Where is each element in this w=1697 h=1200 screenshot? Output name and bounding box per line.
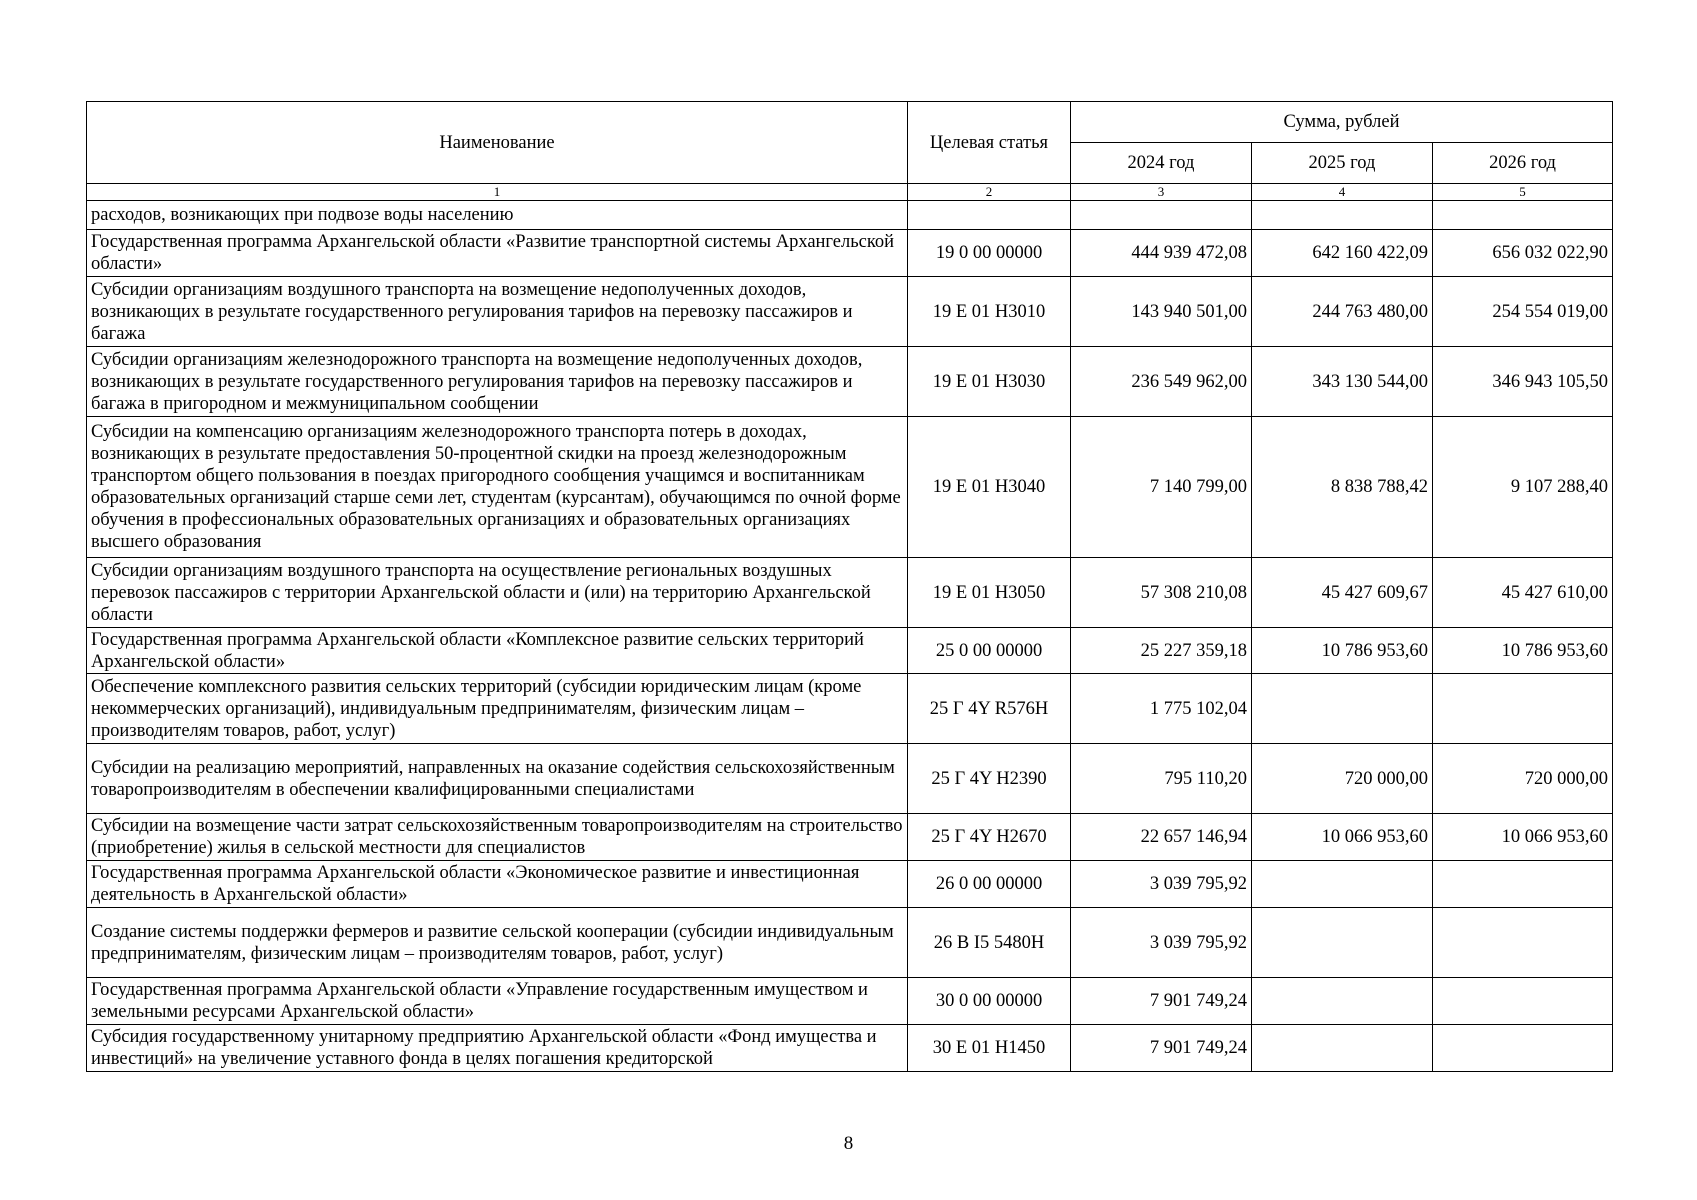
row-code: 25 Г 4Y R576Н <box>908 674 1071 744</box>
row-amount-2026 <box>1433 861 1613 908</box>
row-amount-2024: 22 657 146,94 <box>1071 814 1252 861</box>
row-name: Государственная программа Архангельской области «Комплексное развитие сельских территорий Архангельской области» <box>87 628 908 674</box>
row-amount-2026: 656 032 022,90 <box>1433 230 1613 277</box>
row-name: Субсидии организациям воздушного транспорта на возмещение недополученных доходов, возникающих в результате государственного регулирования тарифов на перевозку пассажиров и багажа <box>87 277 908 347</box>
row-name: Субсидии организациям железнодорожного транспорта на возмещение недополученных доходов, возникающих в результате государственного регулирования тарифов на перевозку пассажиров и багажа в пригородном и межмуниципальном сообщении <box>87 347 908 417</box>
row-amount-2024: 57 308 210,08 <box>1071 558 1252 628</box>
column-number-row <box>87 184 1613 201</box>
row-name: Обеспечение комплексного развития сельских территорий (субсидии юридическим лицам (кроме некоммерческих организаций), индивидуальным предпринимателям, физическим лицам – производителям товаров, работ, услуг) <box>87 674 908 744</box>
row-amount-2026 <box>1433 908 1613 978</box>
row-name: Субсидии организациям воздушного транспорта на осуществление региональных воздушных перевозок пассажиров с территории Архангельской области и (или) на территорию Архангельской области <box>87 558 908 628</box>
row-amount-2024: 25 227 359,18 <box>1071 628 1252 674</box>
table-row <box>87 908 1613 978</box>
table-row <box>87 674 1613 744</box>
row-name: Субсидия государственному унитарному предприятию Архангельской области «Фонд имущества и инвестиций» на увеличение уставного фонда в целях погашения кредиторской <box>87 1025 908 1072</box>
row-name: расходов, возникающих при подвозе воды населению <box>87 201 908 230</box>
table-row <box>87 978 1613 1025</box>
row-amount-2026: 254 554 019,00 <box>1433 277 1613 347</box>
page-number: 8 <box>843 1133 854 1154</box>
column-number: 1 <box>87 184 908 201</box>
row-amount-2024: 795 110,20 <box>1071 744 1252 814</box>
table-header <box>87 102 1613 201</box>
budget-table <box>86 101 1613 1072</box>
row-name: Субсидии на возмещение части затрат сельскохозяйственным товаропроизводителям на строительство (приобретение) жилья в сельской местности для специалистов <box>87 814 908 861</box>
table-row <box>87 417 1613 558</box>
row-amount-2025: 45 427 609,67 <box>1252 558 1433 628</box>
row-code: 19 Е 01 Н3010 <box>908 277 1071 347</box>
table-body <box>87 201 1613 1072</box>
table-row <box>87 558 1613 628</box>
row-amount-2024: 444 939 472,08 <box>1071 230 1252 277</box>
row-code: 30 0 00 00000 <box>908 978 1071 1025</box>
row-amount-2024: 1 775 102,04 <box>1071 674 1252 744</box>
row-amount-2024: 3 039 795,92 <box>1071 908 1252 978</box>
row-amount-2024: 7 901 749,24 <box>1071 1025 1252 1072</box>
row-amount-2026 <box>1433 1025 1613 1072</box>
row-amount-2026 <box>1433 674 1613 744</box>
row-amount-2026 <box>1433 978 1613 1025</box>
row-amount-2025: 343 130 544,00 <box>1252 347 1433 417</box>
row-code: 25 Г 4Y Н2390 <box>908 744 1071 814</box>
row-amount-2026: 346 943 105,50 <box>1433 347 1613 417</box>
table-row <box>87 347 1613 417</box>
row-code: 26 В I5 5480Н <box>908 908 1071 978</box>
row-name: Государственная программа Архангельской области «Экономическое развитие и инвестиционная деятельность в Архангельской области» <box>87 861 908 908</box>
row-amount-2025 <box>1252 978 1433 1025</box>
row-amount-2024 <box>1071 201 1252 230</box>
row-amount-2025 <box>1252 861 1433 908</box>
table-row <box>87 277 1613 347</box>
row-code: 19 Е 01 Н3040 <box>908 417 1071 558</box>
row-code: 19 Е 01 Н3030 <box>908 347 1071 417</box>
row-amount-2026: 45 427 610,00 <box>1433 558 1613 628</box>
row-amount-2025: 244 763 480,00 <box>1252 277 1433 347</box>
row-amount-2026: 9 107 288,40 <box>1433 417 1613 558</box>
table-row <box>87 230 1613 277</box>
column-number: 4 <box>1252 184 1433 201</box>
row-code: 19 0 00 00000 <box>908 230 1071 277</box>
table-row <box>87 1025 1613 1072</box>
table-row <box>87 201 1613 230</box>
row-amount-2024: 7 140 799,00 <box>1071 417 1252 558</box>
row-amount-2025: 720 000,00 <box>1252 744 1433 814</box>
row-amount-2026: 720 000,00 <box>1433 744 1613 814</box>
row-name: Субсидии на реализацию мероприятий, направленных на оказание содействия сельскохозяйственным товаропроизводителям в обеспечении квалифицированными специалистами <box>87 744 908 814</box>
row-name: Государственная программа Архангельской области «Развитие транспортной системы Архангельской области» <box>87 230 908 277</box>
row-amount-2025 <box>1252 908 1433 978</box>
row-amount-2025 <box>1252 1025 1433 1072</box>
table-row <box>87 814 1613 861</box>
column-number: 5 <box>1433 184 1613 201</box>
row-amount-2025: 8 838 788,42 <box>1252 417 1433 558</box>
header-year-2026: 2026 год <box>1433 143 1613 184</box>
table-row <box>87 744 1613 814</box>
row-name: Создание системы поддержки фермеров и развитие сельской кооперации (субсидии индивидуальным предпринимателям, физическим лицам – производителям товаров, работ, услуг) <box>87 908 908 978</box>
row-amount-2024: 236 549 962,00 <box>1071 347 1252 417</box>
row-code: 25 0 00 00000 <box>908 628 1071 674</box>
row-name: Государственная программа Архангельской области «Управление государственным имуществом и земельными ресурсами Архангельской области» <box>87 978 908 1025</box>
row-name: Субсидии на компенсацию организациям железнодорожного транспорта потерь в доходах, возникающих в результате предоставления 50-процентной скидки на проезд железнодорожным транспортом общего пользования в поездах пригородного сообщения учащимся и воспитанникам образовательных организаций старше семи лет, студентам (курсантам), обучающимся по очной форме обучения в профессиональных образовательных организациях и образовательных организациях высшего образования <box>87 417 908 558</box>
column-number: 3 <box>1071 184 1252 201</box>
row-amount-2026 <box>1433 201 1613 230</box>
row-code: 26 0 00 00000 <box>908 861 1071 908</box>
column-number: 2 <box>908 184 1071 201</box>
row-code: 30 Е 01 Н1450 <box>908 1025 1071 1072</box>
row-amount-2025 <box>1252 201 1433 230</box>
row-code <box>908 201 1071 230</box>
header-code: Целевая статья <box>908 102 1071 184</box>
row-amount-2025: 642 160 422,09 <box>1252 230 1433 277</box>
row-amount-2024: 143 940 501,00 <box>1071 277 1252 347</box>
row-amount-2024: 7 901 749,24 <box>1071 978 1252 1025</box>
header-sum-group: Сумма, рублей <box>1071 102 1613 143</box>
row-amount-2025: 10 066 953,60 <box>1252 814 1433 861</box>
row-code: 25 Г 4Y Н2670 <box>908 814 1071 861</box>
table-row <box>87 628 1613 674</box>
row-amount-2025 <box>1252 674 1433 744</box>
header-name: Наименование <box>87 102 908 184</box>
row-amount-2025: 10 786 953,60 <box>1252 628 1433 674</box>
row-amount-2026: 10 066 953,60 <box>1433 814 1613 861</box>
header-year-2024: 2024 год <box>1071 143 1252 184</box>
table-row <box>87 861 1613 908</box>
row-amount-2026: 10 786 953,60 <box>1433 628 1613 674</box>
header-year-2025: 2025 год <box>1252 143 1433 184</box>
row-amount-2024: 3 039 795,92 <box>1071 861 1252 908</box>
row-code: 19 Е 01 Н3050 <box>908 558 1071 628</box>
